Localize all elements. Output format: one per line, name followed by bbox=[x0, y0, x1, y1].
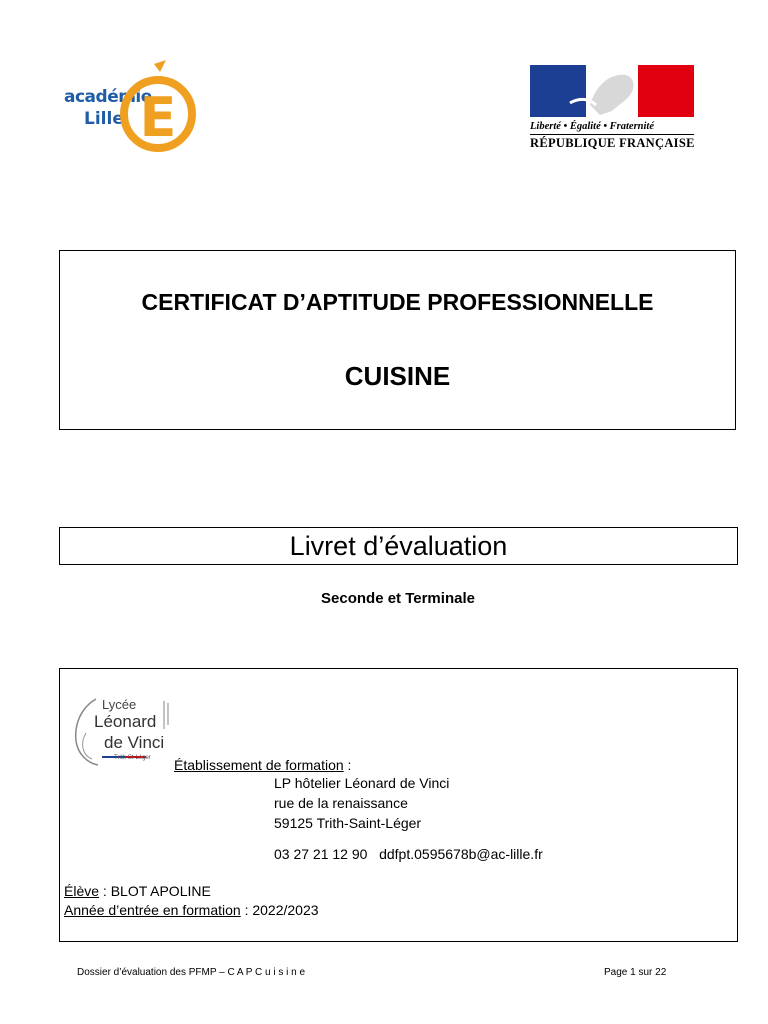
livret-title: Livret d’évaluation bbox=[59, 527, 738, 565]
etablissement-box bbox=[59, 668, 738, 942]
lycee-logo bbox=[68, 693, 172, 771]
lycee-logo-line4: Trith-St-Léger bbox=[114, 755, 151, 761]
etablissement-name: LP hôtelier Léonard de Vinci bbox=[274, 775, 450, 791]
etablissement-street: rue de la renaissance bbox=[274, 795, 408, 811]
page-title: CERTIFICAT D’APTITUDE PROFESSIONNELLE bbox=[141, 289, 654, 315]
republique-francaise-logo bbox=[530, 65, 696, 155]
footer-page-number: Page 1 sur 22 bbox=[604, 967, 667, 978]
etablissement-email: ddfpt.0595678b@ac-lille.fr bbox=[379, 846, 543, 862]
rf-motto: Liberté • Égalité • Fraternité bbox=[530, 121, 655, 132]
academie-logo-text: académie bbox=[64, 87, 152, 107]
marianne-flag-icon bbox=[530, 65, 694, 117]
annee-label: Année d’entrée en formation bbox=[64, 902, 241, 918]
academie-lille-logo bbox=[60, 58, 200, 154]
annee-value: : 2022/2023 bbox=[240, 902, 319, 918]
etablissement-label-colon: : bbox=[343, 757, 352, 773]
eleve-label: Élève bbox=[64, 883, 100, 899]
svg-text:E: E bbox=[139, 86, 177, 149]
eleve-value: : BLOT APOLINE bbox=[99, 883, 211, 899]
cap-title-box bbox=[59, 250, 736, 430]
etablissement-label-text: Établissement de formation bbox=[174, 757, 344, 773]
livret-subtitle: Seconde et Terminale bbox=[321, 590, 475, 607]
lycee-logo-line1: Lycée bbox=[102, 697, 137, 712]
etablissement-contact bbox=[274, 846, 543, 862]
annee-line bbox=[64, 902, 319, 918]
lycee-logo-line3: de Vinci bbox=[104, 733, 165, 752]
academie-e-icon bbox=[116, 58, 200, 154]
lycee-logo-line2: Léonard bbox=[94, 712, 157, 731]
etablissement-city: 59125 Trith-Saint-Léger bbox=[274, 815, 422, 831]
academie-logo-city: Lille bbox=[84, 109, 124, 129]
cap-subject: CUISINE bbox=[344, 361, 451, 391]
etablissement-label bbox=[174, 757, 351, 773]
footer-document-title: Dossier d’évaluation des PFMP – C A P C u i s i n e bbox=[77, 967, 306, 978]
eleve-line bbox=[64, 883, 211, 899]
etablissement-phone: 03 27 21 12 90 bbox=[274, 846, 368, 862]
rf-separator bbox=[530, 134, 694, 135]
rf-name: RÉPUBLIQUE FRANÇAISE bbox=[530, 136, 695, 150]
